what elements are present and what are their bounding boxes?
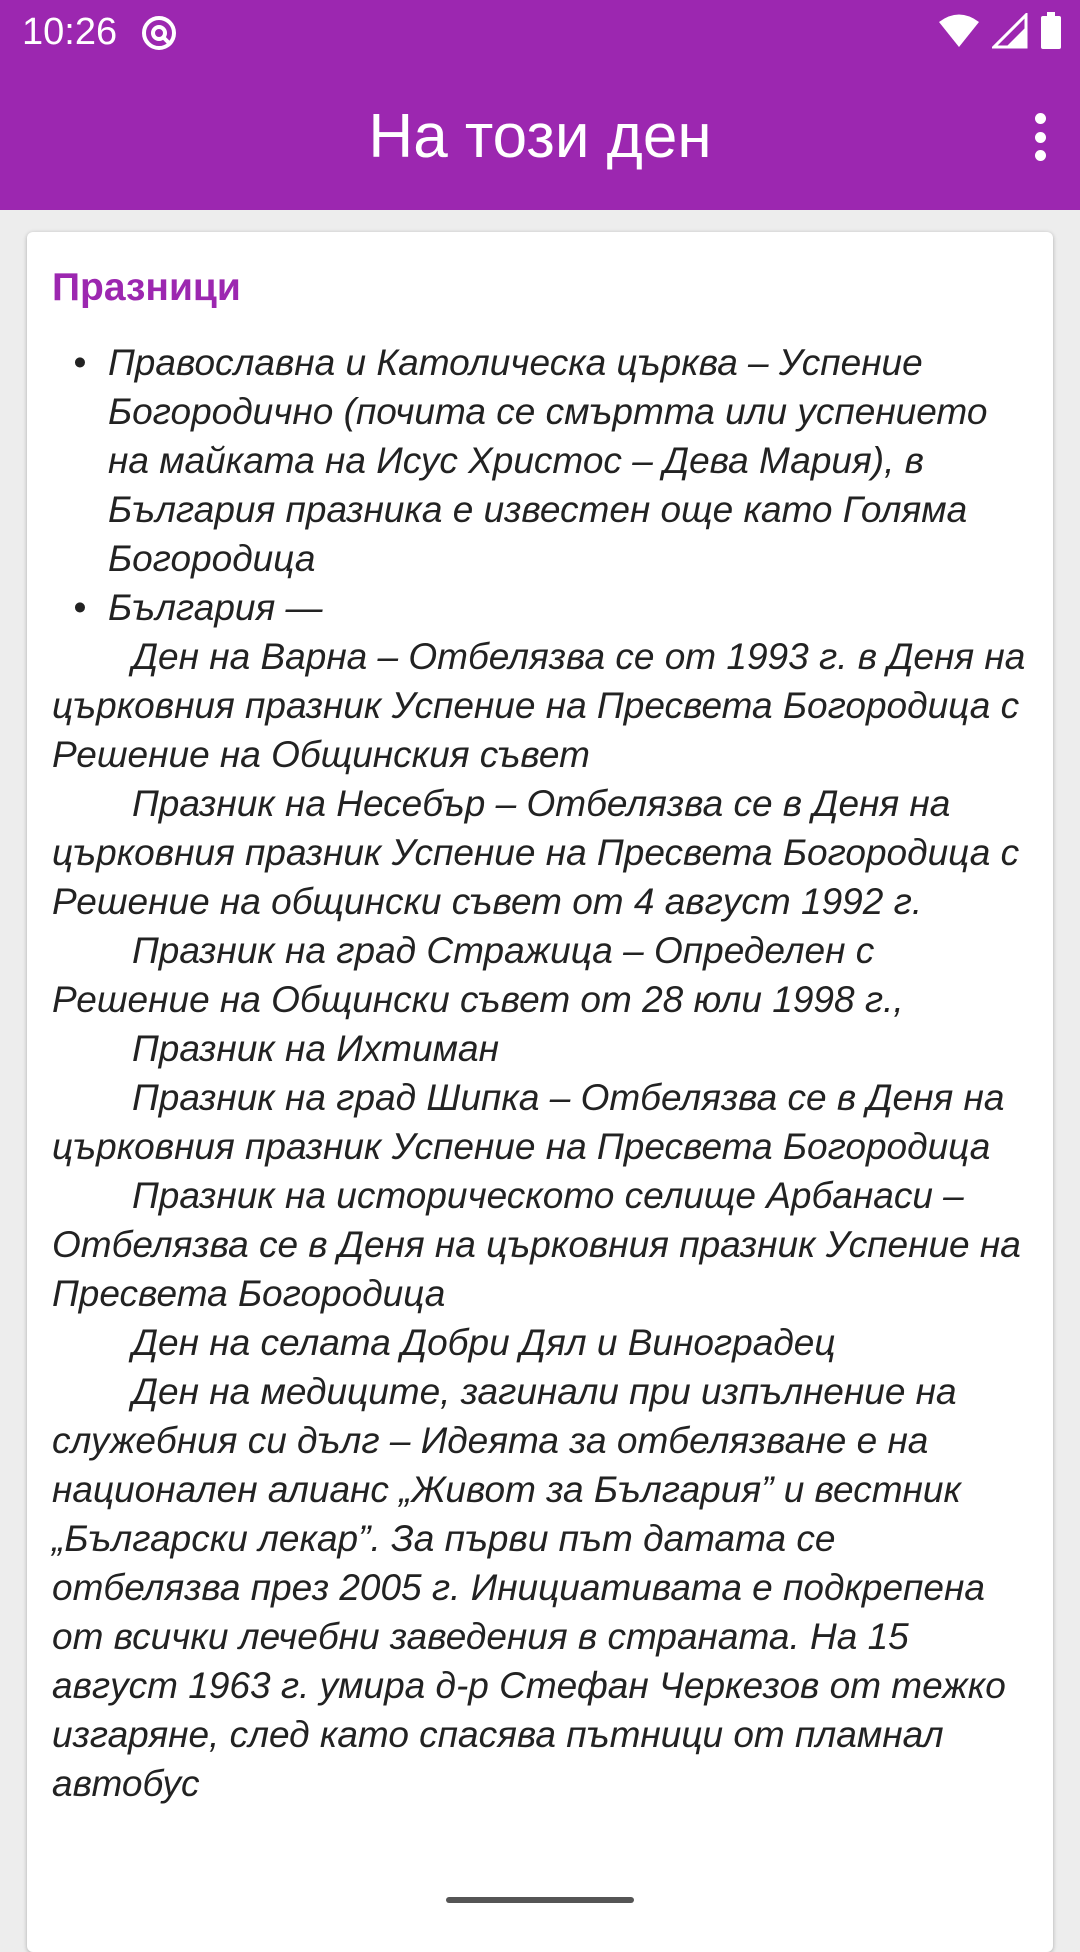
- sub-entry: Празник на град Стражица – Определен с Решение на Общински съвет от 28 юли 1998 г.,: [52, 930, 904, 1020]
- section-title: Празници: [52, 266, 241, 309]
- bullet-icon: •: [73, 587, 87, 628]
- holidays-card: [27, 232, 1053, 1952]
- more-vert-icon[interactable]: [1022, 109, 1058, 165]
- sub-entry: Ден на селата Добри Дял и Виноградец: [132, 1322, 836, 1363]
- sub-entry: Празник на историческото селище Арбанаси – Отбелязва се в Деня на църковния празник Успение на Пресвета Богородица: [52, 1175, 1021, 1314]
- bullet-text: България —: [108, 587, 323, 628]
- list-item: [52, 583, 1029, 632]
- bullet-text: Православна и Католическа църква – Успение Богородично (почита се смъртта или успението на майката на Исус Христос – Дева Мария), в България празника е известен още като Голяма Богородица: [108, 342, 988, 579]
- home-indicator[interactable]: [446, 1897, 634, 1903]
- signal-icon: [992, 13, 1028, 54]
- list-item: [52, 338, 1029, 583]
- notification-icon: [138, 12, 180, 54]
- status-bar: [0, 0, 1080, 64]
- wifi-icon: [938, 13, 980, 54]
- status-time: 10:26: [22, 11, 118, 53]
- sub-entry: Ден на медиците, загинали при изпълнение на служебния си дълг – Идеята за отбелязване е на национален алианс „Живот за България” и вестник „Български лекар”. За първи път датата се отбелязва през 2005 г. Инициативата е подкрепена от всички лечебни заведения в страната. На 15 август 1963 г. умира д-р Стефан Черкезов от тежко изгаряне, след като спасява пътници от пламнал автобус: [52, 1371, 1006, 1804]
- sub-entry: Ден на Варна – Отбелязва се от 1993 г. в Деня на църковния празник Успение на Пресвета Богородица с Решение на Общинския съвет: [52, 636, 1026, 775]
- sub-entry: Празник на Несебър – Отбелязва се в Деня на църковния празник Успение на Пресвета Богородица с Решение на общински съвет от 4 август 1992 г.: [52, 783, 1020, 922]
- sub-entry: Празник на Ихтиман: [132, 1028, 499, 1069]
- page-title: На този ден: [368, 102, 712, 171]
- status-icons: [938, 12, 1062, 55]
- app-bar: [0, 64, 1080, 210]
- bullet-icon: •: [73, 342, 87, 383]
- sub-entry: Празник на град Шипка – Отбелязва се в Деня на църковния празник Успение на Пресвета Богородица: [52, 1077, 1005, 1167]
- battery-icon: [1040, 12, 1062, 55]
- holidays-content: [52, 338, 1029, 1808]
